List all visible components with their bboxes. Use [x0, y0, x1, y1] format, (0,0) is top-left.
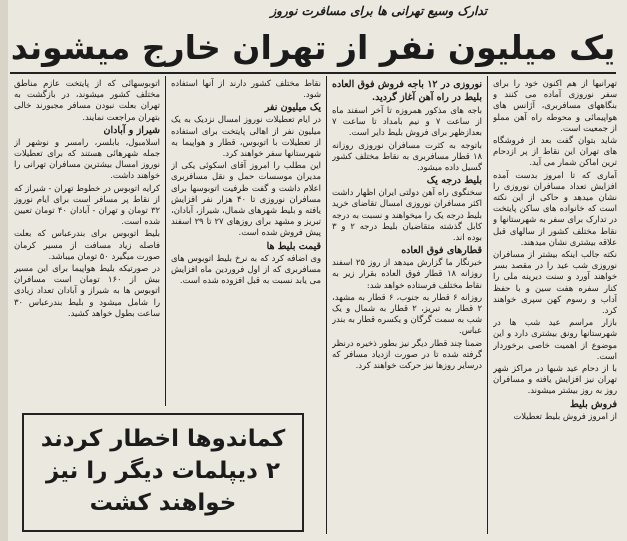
col3-paragraph: این مطلب را امروز آقای اسکوئی یکی از مدیران موسسات حمل و نقل مسافربری اعلام داشت و گفت ظرفیت اتوبوسها برای مسافران نوروزی تا ۴۰ هزار نفر افزایش یافته و بلیط شهرهای شمال، شیراز، آبادان، تبریز و مشهد برای روزهای ۲۷ تا ۲۹ اسفند پیش فروش شده است.: [171, 160, 321, 238]
col2-lead: نوروزی در ۱۲ باجه فروش فوق العاده بلیط در راه آهن آغاز گردید.: [332, 79, 482, 103]
col3-subhead-1: یک میلیون نفر: [264, 102, 321, 114]
col1-paragraph: با از دحام عید شبها در مراکز شهر تهران نیز افزایش یافته و مسافران روز به روز بیشتر میشوند.: [493, 363, 617, 396]
col2-paragraph: روزانه ۶ قطار به جنوب، ۶ قطار به مشهد، ۲ قطار به تبریز، ۲ قطار به شمال و یک شب به سمت گرگان و یکسره قطار به بندر عباس.: [332, 291, 482, 336]
article-column-2: [332, 78, 482, 534]
col4-subhead: شیراز و آبادان: [103, 124, 160, 136]
col4-paragraph: اسلامبول، بابلسر، رامسر و نوشهر از جمله شهرهائی هستند که برای تعطیلات نوروز امسال بیشترین مسافران تهرانی را خواهند داشت.: [14, 136, 160, 181]
col3-paragraph: در ایام تعطیلات نوروز امسال نزدیک به یک میلیون نفر از اهالی پایتخت برای استفاده از تعطیلات با اتوبوس، قطار و هواپیما به شهرستانها سفر خواهند کرد.: [171, 114, 321, 159]
headline-rule: [10, 72, 616, 74]
col2-subhead-1: بلیط درجه یک: [426, 175, 482, 187]
col2-paragraph: ضمنا چند قطار دیگر نیز بطور ذخیره درنظر گرفته شده تا در صورت ازدیاد مسافر که درسایر روزها نیز حرکت خواهند کرد.: [332, 337, 482, 371]
col1-paragraph: آماری که تا امروز بدست آمده افزایش تعداد مسافران نوروزی را نشان میدهد و حاکی از این نکته است که خانواده های ساکن پایتخت در تدارک برای سفر به شهرستانها و نقاط مختلف کشور از سالهای قبل علاقه بیشتری نشان میدهند.: [493, 169, 617, 247]
col3-paragraph: وی اضافه کرد که به نرخ بلیط اتوبوس های مسافربری که از اول فروردین ماه افزایش می یابد نسبت به قبل افزوده شده است.: [171, 252, 321, 286]
page-edge: [0, 0, 8, 541]
box-line-3: خواهند کشت: [89, 490, 237, 516]
col4-paragraph: کرایه اتوبوس در خطوط تهران - شیراز که از نقاط پر مسافر است برای ایام نوروز ۳۲ تومان و تهران - آبادان ۴۰ تومان تعیین شده است.: [14, 182, 160, 227]
col1-tail: از امروز فروش بلیط تعطیلات: [513, 410, 617, 421]
main-headline: یک میلیون نفر از تهران خارج میشوند: [10, 28, 616, 67]
col4-paragraph: بلیط اتوبوس برای بندرعباس که بعلت فاصله زیاد مسافت از مسیر کرمان صورت میگیرد ۵۰ تومان میباشد.: [14, 228, 160, 261]
column-rule-1: [487, 76, 488, 534]
col4-paragraph: در صورتیکه بلیط هواپیما برای این مسیر بیش از ۱۶۰ تومان است مسافران اتوبوس ها به شیراز و آبادان تعداد زیادی را شامل میشود و بلیط بندرعباس ۳۰ ساعت بطول خواهد کشید.: [14, 263, 160, 318]
col2-paragraph: باجه های مذکور همروزه تا آخر اسفند ماه از ساعت ۷ و نیم بامداد تا ساعت ۷ بعدازظهر برای فروش بلیط دایر است.: [332, 105, 482, 138]
col2-paragraph: خبرنگار ما گزارش میدهد از روز ۲۵ اسفند روزانه ۱۸ قطار فوق العاده بقرار زیر به نقاط مختلف فرستاده خواهد شد:: [332, 257, 482, 290]
kicker-headline: تدارک وسیع تهرانی ها برای مسافرت نوروز: [270, 4, 487, 18]
col4-paragraph: اتوبوسهائی که از پایتخت عازم مناطق مختلف کشور میشوند، در بازگشت به تهران بعلت نبودن مسافر مجبورند خالی بتهران مراجعت نمایند.: [14, 78, 160, 122]
article-column-3: [171, 78, 321, 408]
col2-paragraph: باتوجه به کثرت مسافران نوروزی روزانه ۱۸ قطار مسافربری به نقاط مختلف کشور گسیل داده میشود.: [332, 139, 482, 173]
box-line-2: ۲ دیپلمات دیگر را نیز: [45, 458, 281, 484]
col1-paragraph: بازار مراسم عید شب ها در شهرستانها رونق بیشتری دارد و این موضوع از اهمیت خاصی برخوردار است.: [493, 317, 617, 361]
box-line-1: کماندوها اخطار کردند: [40, 426, 286, 452]
col3-lead: نقاط مختلف کشور دارند از آنها استفاده شود.: [171, 78, 321, 100]
col1-paragraph: شاید بتوان گفت بعد از فروشگاه های تهران این نقاط از پر ازدحام ترین اماکن شمار می آید.: [493, 135, 617, 168]
col3-subhead-2: قیمت بلیط ها: [266, 240, 321, 252]
col1-subhead: فروش بلیط: [570, 398, 617, 410]
column-rule-2: [326, 76, 327, 534]
boxed-headline: [22, 413, 304, 532]
article-column-1: [493, 78, 617, 534]
col1-paragraph: نکته جالب اینکه بیشتر از مسافران نوروزی شب عید را در مقصد بسر خواهند آورد و سنت دیرینه ملی را کنار سفره هفت سین و با حفظ آداب و رسوم کهن سپری خواهند کرد.: [493, 249, 617, 316]
article-column-4: [14, 78, 160, 408]
col2-paragraph: سخنگوی راه آهن دولتی ایران اظهار داشت اکثر مسافران نوروزی امسال تقاضای خرید بلیط درجه یک را میخواهند و نسبت به درجه کابل گذشته متقاضیان بلیط درجه ۲ و ۳ بوده اند.: [332, 187, 482, 243]
column-rule-3: [165, 76, 166, 406]
col1-paragraph: تهرانیها از هم اکنون خود را برای سفر نوروزی آماده می کنند و بنگاههای مسافربری، آژانس های هواپیمائی و محوطه راه آهن مملو از جمعیت است.: [493, 78, 617, 133]
col2-subhead-2: قطارهای فوق العاده: [401, 245, 482, 257]
